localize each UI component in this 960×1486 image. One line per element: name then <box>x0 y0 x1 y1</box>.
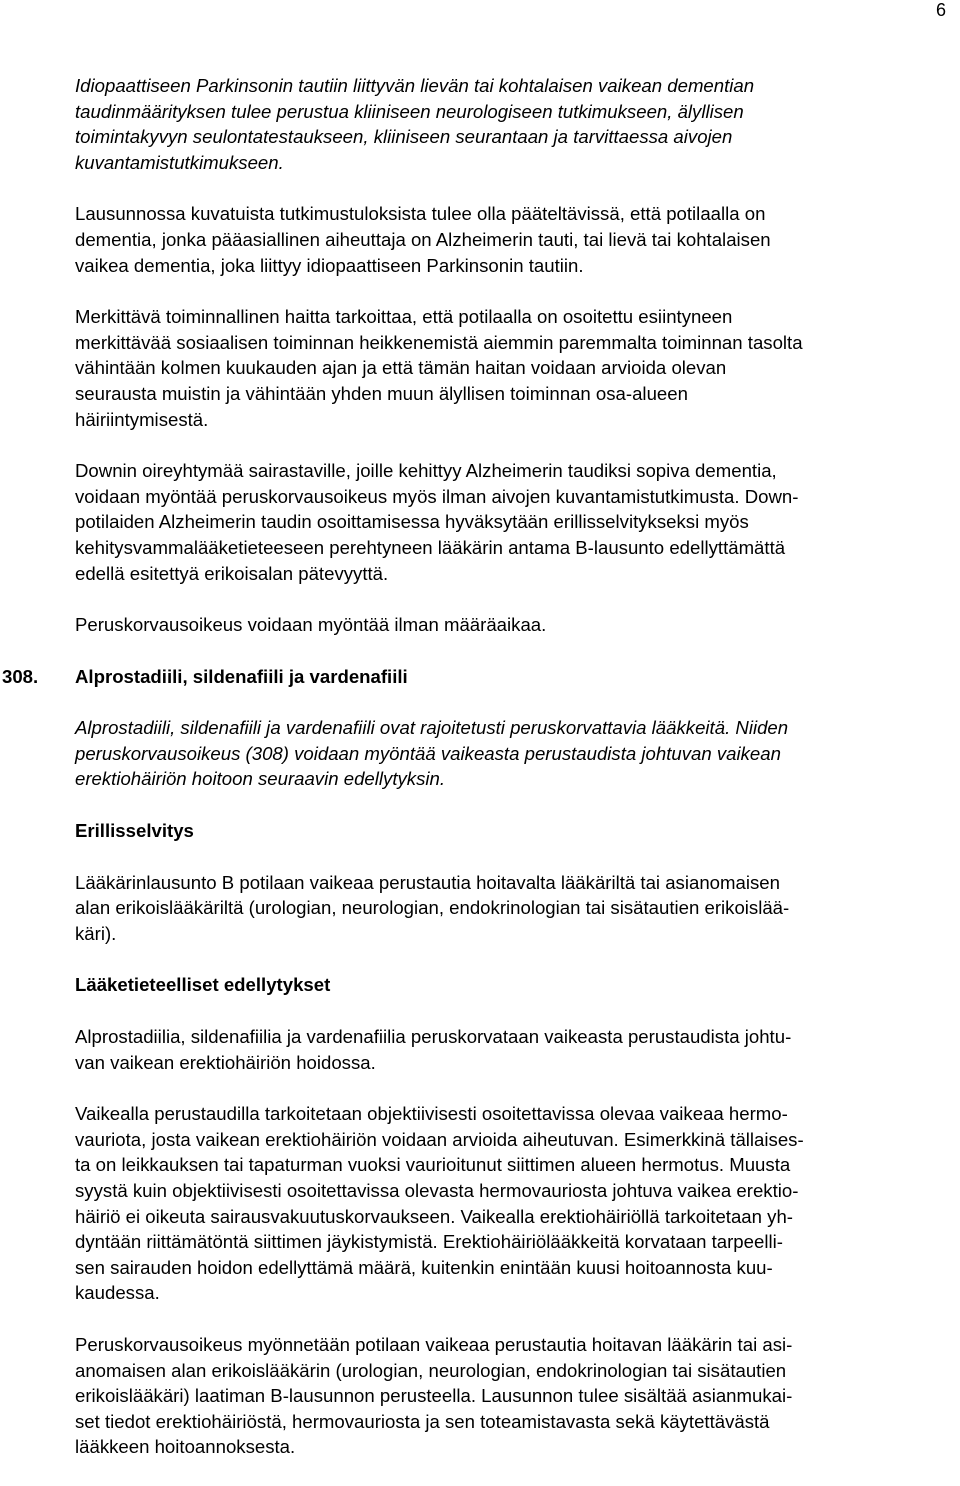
text-line: taudinmäärityksen tulee perustua kliiniseen neurologiseen tutkimukseen, älyllisen <box>75 100 744 122</box>
text-line: sen sairauden hoidon edellyttämä määrä, kuitenkin enintään kuusi hoitoannosta kuu- <box>75 1256 773 1278</box>
text-line: käri). <box>75 922 117 944</box>
text-line: dementia, jonka pääasiallinen aiheuttaja on Alzheimerin tauti, tai lievä tai kohtalaisen <box>75 228 771 250</box>
text-line: merkittävää sosiaalisen toiminnan heikkenemistä aiemmin paremmalta toiminnan tasolta <box>75 331 803 353</box>
section-title: Alprostadiili, sildenafiili ja vardenafiili <box>75 665 408 687</box>
text-line: peruskorvausoikeus (308) voidaan myöntää vaikeasta perustaudista johtuvan vaikean <box>75 742 781 764</box>
text-line: Lääkärinlausunto B potilaan vaikeaa perustautia hoitavalta lääkäriltä tai asianomaisen <box>75 871 780 893</box>
text-line: häiriö ei oikeuta sairausvakuutuskorvaukseen. Vaikealla erektiohäiriöllä tarkoitetaan yh- <box>75 1205 793 1227</box>
text-line: erikoislääkäri) laatiman B-lausunnon perusteella. Lausunnon tulee sisältää asianmukai- <box>75 1385 793 1407</box>
intro-paragraph <box>75 73 955 175</box>
text-line: syystä kuin objektiivisesti osoitettavissa olevasta hermovauriosta johtuva vaikea erektio- <box>75 1180 799 1201</box>
text-line: Vaikealla perustaudilla tarkoitetaan objektiivisesti osoitettavissa olevaa vaikeaa hermo- <box>75 1103 788 1125</box>
section-intro <box>75 715 955 792</box>
text-line: alan erikoislääkäriltä (urologian, neurologian, endokrinologian tai sisätautien erikoislää- <box>75 897 790 919</box>
text-line: lääkkeen hoitoannoksesta. <box>75 1436 296 1458</box>
section-number: 308. <box>2 665 39 687</box>
text-line: Lausunnossa kuvatuista tutkimustuloksista tulee olla pääteltävissä, että potilaalla on <box>75 203 766 225</box>
text-line: vaikea dementia, joka liittyy idiopaattiseen Parkinsonin tautiin. <box>75 254 584 276</box>
paragraph-down-syndrome <box>75 458 955 586</box>
text-line: ta on leikkauksen tai tapaturman vuoksi vaurioitunut siittimen alueen hermotus. Muusta <box>75 1154 791 1176</box>
text-line: Merkittävä toiminnallinen haitta tarkoittaa, että potilaalla on osoitettu esiintyneen <box>75 306 733 328</box>
text-line: seurausta muistin ja vähintään yhden muun älyllisen toiminnan osa-alueen <box>75 382 688 404</box>
text-line: Alprostadiili, sildenafiili ja vardenafiili ovat rajoitetusti peruskorvattavia lääkkeitä. Niiden <box>75 717 789 739</box>
text-line: van vaikean erektiohäiriön hoidossa. <box>75 1051 376 1073</box>
paragraph-statement-requirements <box>75 201 955 278</box>
text-line: erektiohäiriön hoitoon seuraavin edellytyksin. <box>75 768 446 790</box>
text-line: vauriota, josta vaikean erektiohäiriön voidaan arvioida aiheutuvan. Esimerkkinä tällaises- <box>75 1128 804 1150</box>
text-line: edellä esitettyä erikoisalan pätevyyttä. <box>75 562 389 584</box>
document-body <box>2 73 955 1486</box>
text-line: kuvantamistutkimukseen. <box>75 151 284 173</box>
text-line: anomaisen alan erikoislääkärin (urologian, neurologian, endokrinologian tai sisätautien <box>75 1359 787 1381</box>
text-line: potilaiden Alzheimerin taudin osoittamisessa hyväksytään erillisselvitykseksi myös <box>75 511 749 533</box>
text-line: voidaan myöntää peruskorvausoikeus myös ilman aivojen kuvantamistutkimusta. Down- <box>75 485 799 507</box>
text-line: toimintakyvyn seulontatestaukseen, kliiniseen seurantaan ja tarvittaessa aivojen <box>75 126 733 148</box>
text-line: Downin oireyhtymää sairastaville, joille kehittyy Alzheimerin taudiksi sopiva dementia, <box>75 460 777 482</box>
page-number: 6 <box>936 0 947 20</box>
paragraph-functional-impairment <box>75 304 955 432</box>
paragraph-severe-underlying-disease <box>75 1101 955 1306</box>
paragraph-reimbursement-scope <box>75 1024 955 1075</box>
text-line: set tiedot erektiohäiriöstä, hermovauriosta ja sen toteamistavasta sekä käytettävästä <box>75 1410 770 1432</box>
paragraph-no-time-limit <box>75 612 955 638</box>
paragraph-medical-statement <box>75 870 955 947</box>
text-line: vähintään kolmen kuukauden ajan ja että tämän haitan voidaan arvioida olevan <box>75 357 727 379</box>
section-heading <box>2 664 955 690</box>
subsection-heading-erillisselvitys: Erillisselvitys <box>75 820 194 842</box>
text-line: häiriintymisestä. <box>75 408 209 430</box>
text-line: dyntään riittämätöntä siittimen jäykistymistä. Erektiohäiriölääkkeitä korvataan tarpeelli- <box>75 1231 783 1253</box>
text-line: Alprostadiilia, sildenafiilia ja vardenafiilia peruskorvataan vaikeasta perustaudista johtu- <box>75 1026 792 1048</box>
paragraph-granting-basis <box>75 1332 955 1460</box>
subsection-heading-medical-conditions: Lääketieteelliset edellytykset <box>75 974 331 996</box>
text-line: kehitysvammalääketieteeseen perehtyneen lääkärin antama B-lausunto edellyttämättä <box>75 536 786 558</box>
text-line: Idiopaattiseen Parkinsonin tautiin liittyvän lievän tai kohtalaisen vaikean dementian <box>75 75 755 96</box>
text-line: Peruskorvausoikeus myönnetään potilaan vaikeaa perustautia hoitavan lääkärin tai asi- <box>75 1333 793 1355</box>
text-line: Peruskorvausoikeus voidaan myöntää ilman määräaikaa. <box>75 614 547 636</box>
text-line: kaudessa. <box>75 1282 160 1304</box>
